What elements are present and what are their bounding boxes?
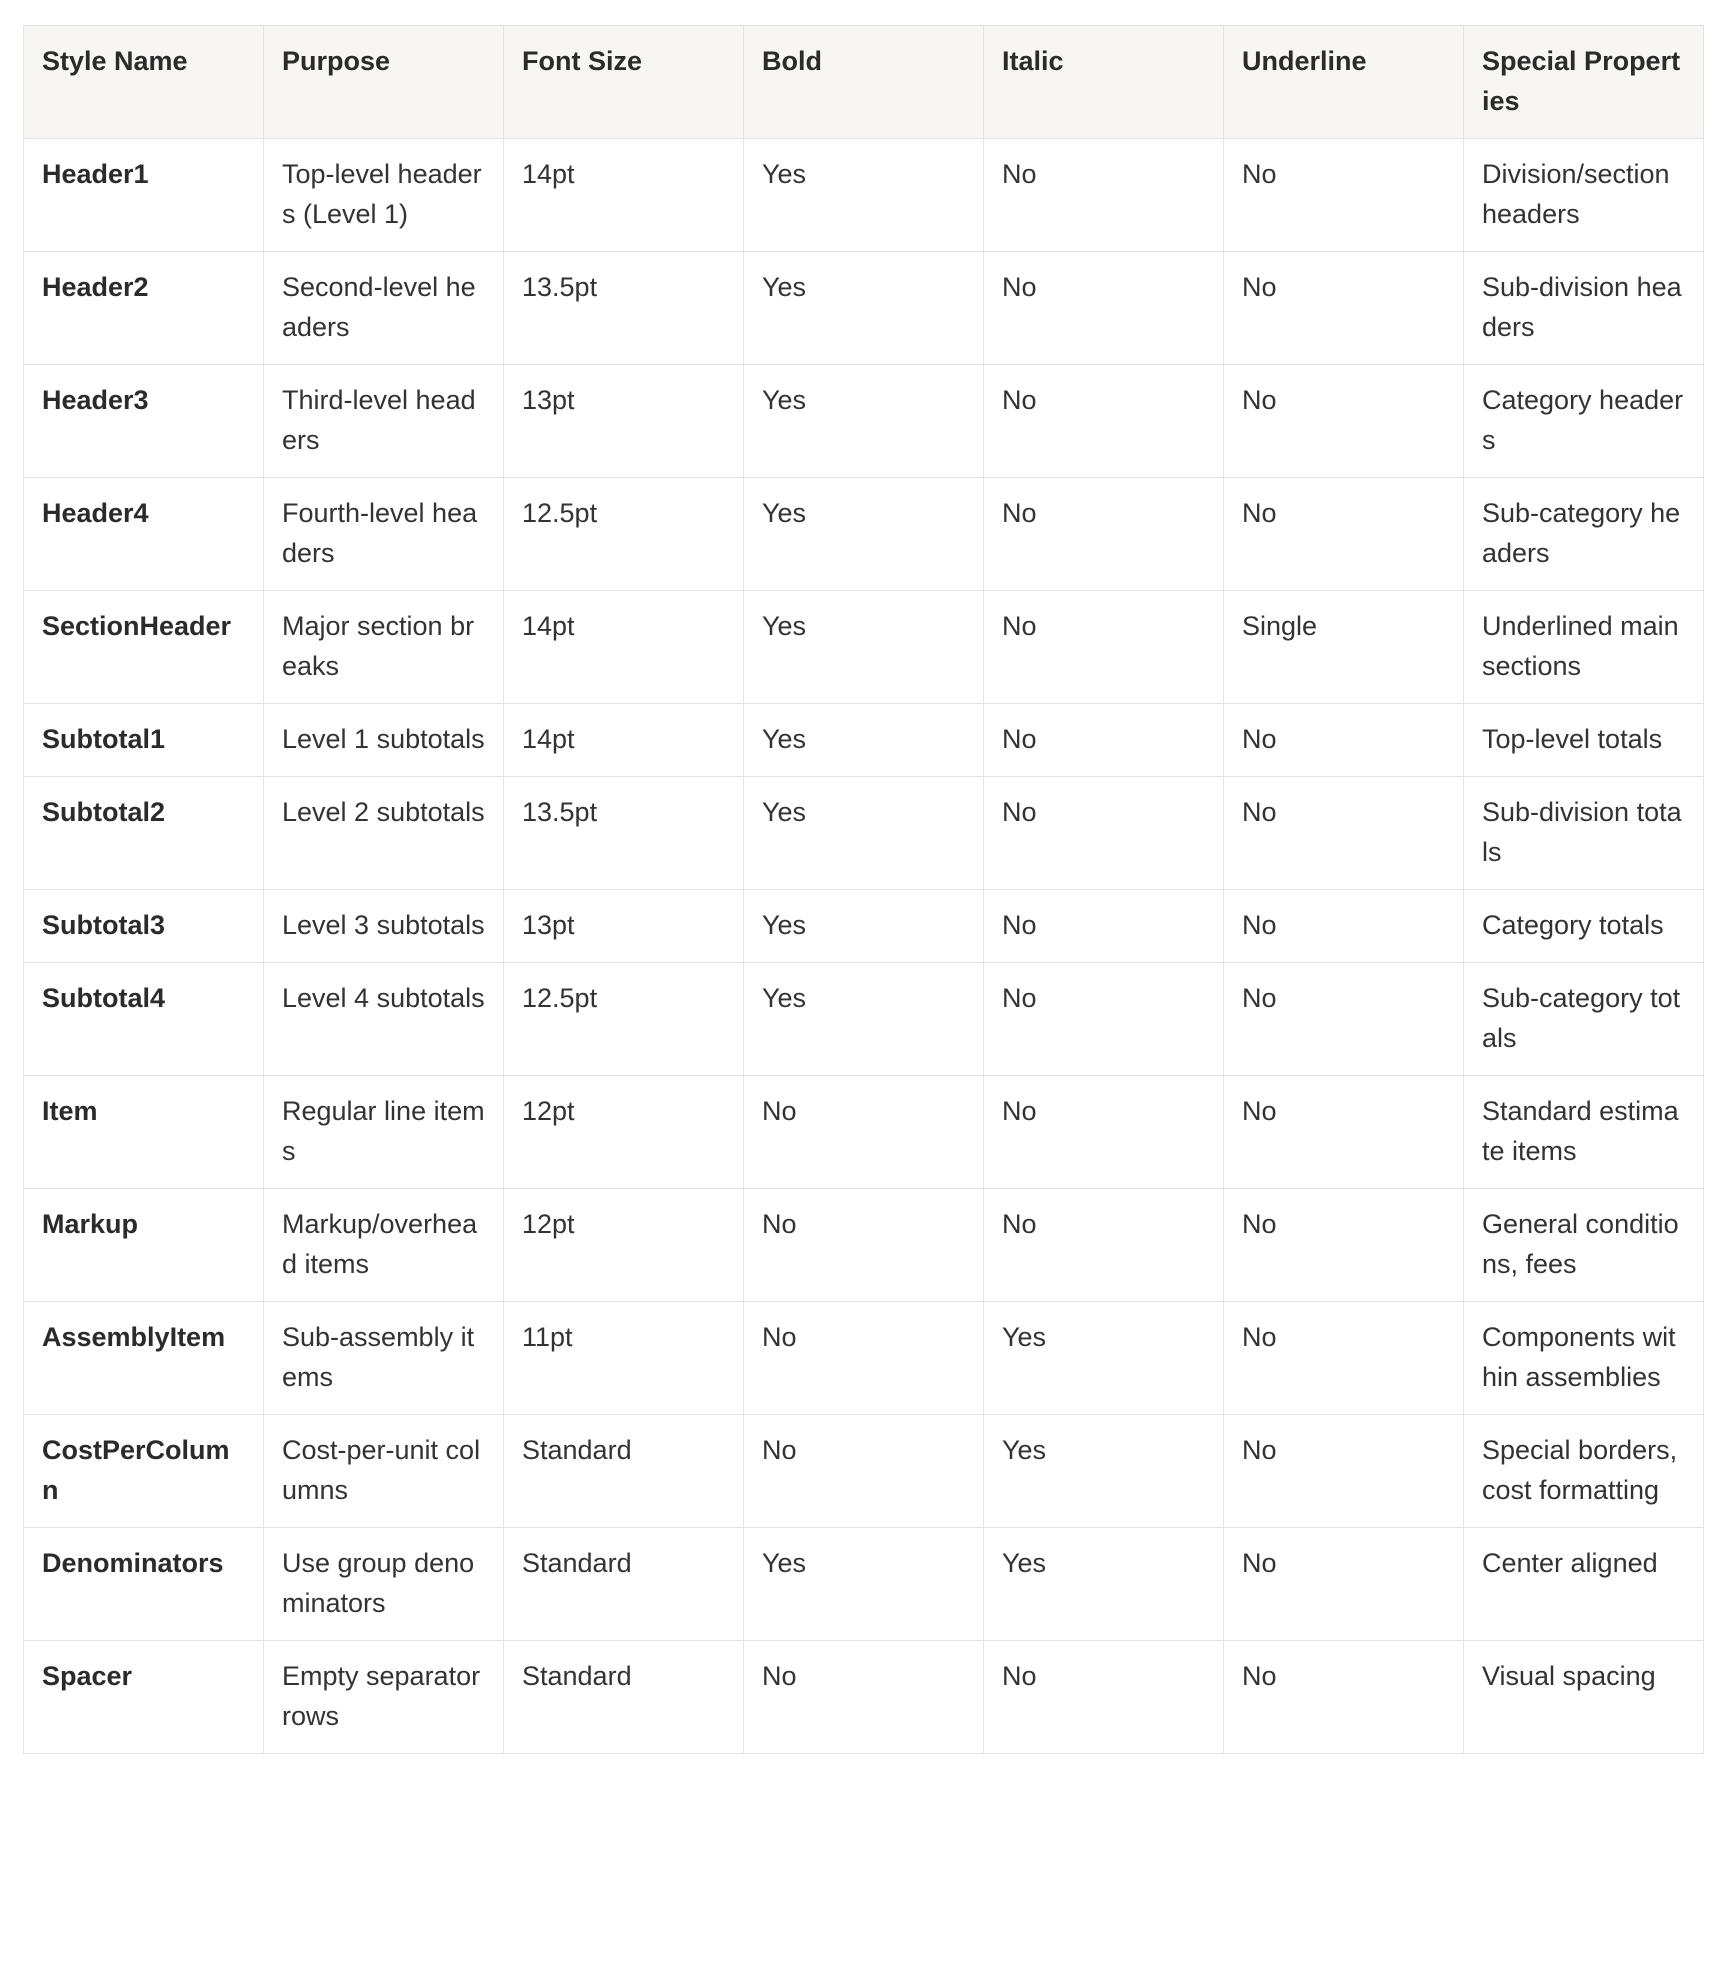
cell-purpose: Empty separator rows	[264, 1641, 504, 1754]
cell-bold: No	[744, 1641, 984, 1754]
table-row	[24, 139, 1704, 252]
cell-italic: Yes	[984, 1528, 1224, 1641]
table-row	[24, 1076, 1704, 1189]
cell-bold: Yes	[744, 704, 984, 777]
cell-font-size: 12.5pt	[504, 963, 744, 1076]
cell-special-properties: Sub-division headers	[1464, 252, 1704, 365]
cell-purpose: Level 4 subtotals	[264, 963, 504, 1076]
table-row	[24, 1528, 1704, 1641]
cell-italic: No	[984, 365, 1224, 478]
cell-font-size: 13pt	[504, 365, 744, 478]
header-special-properties: Special Properties	[1464, 26, 1704, 139]
table-header	[24, 26, 1704, 139]
cell-style-name: Item	[24, 1076, 264, 1189]
cell-special-properties: Category headers	[1464, 365, 1704, 478]
cell-font-size: 11pt	[504, 1302, 744, 1415]
cell-style-name: Subtotal3	[24, 890, 264, 963]
cell-font-size: 12pt	[504, 1189, 744, 1302]
cell-special-properties: Division/section headers	[1464, 139, 1704, 252]
cell-special-properties: Special borders, cost formatting	[1464, 1415, 1704, 1528]
cell-underline: No	[1224, 1415, 1464, 1528]
cell-italic: No	[984, 963, 1224, 1076]
cell-underline: No	[1224, 704, 1464, 777]
header-bold: Bold	[744, 26, 984, 139]
cell-font-size: 14pt	[504, 591, 744, 704]
table-row	[24, 963, 1704, 1076]
cell-bold: Yes	[744, 890, 984, 963]
cell-font-size: 14pt	[504, 139, 744, 252]
cell-purpose: Level 3 subtotals	[264, 890, 504, 963]
style-table	[23, 25, 1704, 1754]
cell-bold: Yes	[744, 591, 984, 704]
cell-underline: No	[1224, 139, 1464, 252]
cell-purpose: Level 2 subtotals	[264, 777, 504, 890]
table-row	[24, 478, 1704, 591]
header-font-size: Font Size	[504, 26, 744, 139]
cell-bold: Yes	[744, 139, 984, 252]
cell-style-name: AssemblyItem	[24, 1302, 264, 1415]
header-style-name: Style Name	[24, 26, 264, 139]
cell-bold: Yes	[744, 777, 984, 890]
cell-underline: No	[1224, 365, 1464, 478]
cell-style-name: Spacer	[24, 1641, 264, 1754]
table-row	[24, 365, 1704, 478]
cell-special-properties: Components within assemblies	[1464, 1302, 1704, 1415]
cell-italic: No	[984, 139, 1224, 252]
cell-purpose: Third-level headers	[264, 365, 504, 478]
cell-bold: Yes	[744, 963, 984, 1076]
cell-italic: No	[984, 890, 1224, 963]
cell-style-name: Header1	[24, 139, 264, 252]
cell-bold: Yes	[744, 365, 984, 478]
cell-underline: No	[1224, 252, 1464, 365]
cell-underline: No	[1224, 478, 1464, 591]
cell-underline: No	[1224, 1528, 1464, 1641]
cell-font-size: Standard	[504, 1415, 744, 1528]
cell-purpose: Major section breaks	[264, 591, 504, 704]
table-row	[24, 890, 1704, 963]
cell-italic: Yes	[984, 1415, 1224, 1528]
cell-italic: No	[984, 478, 1224, 591]
cell-style-name: CostPerColumn	[24, 1415, 264, 1528]
cell-purpose: Second-level headers	[264, 252, 504, 365]
cell-style-name: SectionHeader	[24, 591, 264, 704]
header-italic: Italic	[984, 26, 1224, 139]
cell-italic: Yes	[984, 1302, 1224, 1415]
cell-underline: No	[1224, 1641, 1464, 1754]
cell-italic: No	[984, 1641, 1224, 1754]
cell-purpose: Sub-assembly items	[264, 1302, 504, 1415]
cell-purpose: Use group denominators	[264, 1528, 504, 1641]
cell-italic: No	[984, 252, 1224, 365]
cell-italic: No	[984, 1189, 1224, 1302]
cell-font-size: Standard	[504, 1528, 744, 1641]
cell-italic: No	[984, 591, 1224, 704]
cell-bold: No	[744, 1415, 984, 1528]
cell-italic: No	[984, 777, 1224, 890]
cell-underline: No	[1224, 890, 1464, 963]
cell-font-size: 13.5pt	[504, 777, 744, 890]
cell-purpose: Regular line items	[264, 1076, 504, 1189]
cell-underline: No	[1224, 1076, 1464, 1189]
cell-style-name: Header2	[24, 252, 264, 365]
cell-style-name: Subtotal1	[24, 704, 264, 777]
cell-special-properties: General conditions, fees	[1464, 1189, 1704, 1302]
cell-font-size: 12.5pt	[504, 478, 744, 591]
cell-bold: No	[744, 1302, 984, 1415]
cell-bold: Yes	[744, 1528, 984, 1641]
table-row	[24, 1302, 1704, 1415]
table-row	[24, 1415, 1704, 1528]
cell-special-properties: Standard estimate items	[1464, 1076, 1704, 1189]
table-row	[24, 252, 1704, 365]
cell-purpose: Markup/overhead items	[264, 1189, 504, 1302]
cell-underline: Single	[1224, 591, 1464, 704]
cell-special-properties: Top-level totals	[1464, 704, 1704, 777]
cell-special-properties: Center aligned	[1464, 1528, 1704, 1641]
table-body	[24, 139, 1704, 1754]
cell-special-properties: Sub-category headers	[1464, 478, 1704, 591]
table-row	[24, 1641, 1704, 1754]
cell-purpose: Cost-per-unit columns	[264, 1415, 504, 1528]
cell-purpose: Fourth-level headers	[264, 478, 504, 591]
style-table-container	[23, 25, 1703, 1754]
cell-purpose: Top-level headers (Level 1)	[264, 139, 504, 252]
cell-purpose: Level 1 subtotals	[264, 704, 504, 777]
cell-underline: No	[1224, 1302, 1464, 1415]
cell-style-name: Subtotal4	[24, 963, 264, 1076]
header-row	[24, 26, 1704, 139]
header-purpose: Purpose	[264, 26, 504, 139]
cell-bold: No	[744, 1076, 984, 1189]
cell-special-properties: Category totals	[1464, 890, 1704, 963]
cell-bold: Yes	[744, 478, 984, 591]
table-row	[24, 704, 1704, 777]
cell-font-size: 13pt	[504, 890, 744, 963]
cell-special-properties: Underlined main sections	[1464, 591, 1704, 704]
cell-special-properties: Sub-division totals	[1464, 777, 1704, 890]
cell-special-properties: Sub-category totals	[1464, 963, 1704, 1076]
table-row	[24, 1189, 1704, 1302]
cell-underline: No	[1224, 777, 1464, 890]
table-row	[24, 591, 1704, 704]
cell-underline: No	[1224, 963, 1464, 1076]
cell-font-size: 14pt	[504, 704, 744, 777]
cell-style-name: Denominators	[24, 1528, 264, 1641]
cell-style-name: Header3	[24, 365, 264, 478]
cell-special-properties: Visual spacing	[1464, 1641, 1704, 1754]
cell-bold: No	[744, 1189, 984, 1302]
cell-font-size: 13.5pt	[504, 252, 744, 365]
cell-font-size: Standard	[504, 1641, 744, 1754]
table-row	[24, 777, 1704, 890]
cell-bold: Yes	[744, 252, 984, 365]
cell-underline: No	[1224, 1189, 1464, 1302]
cell-style-name: Header4	[24, 478, 264, 591]
cell-font-size: 12pt	[504, 1076, 744, 1189]
cell-style-name: Subtotal2	[24, 777, 264, 890]
cell-style-name: Markup	[24, 1189, 264, 1302]
cell-italic: No	[984, 704, 1224, 777]
header-underline: Underline	[1224, 26, 1464, 139]
cell-italic: No	[984, 1076, 1224, 1189]
